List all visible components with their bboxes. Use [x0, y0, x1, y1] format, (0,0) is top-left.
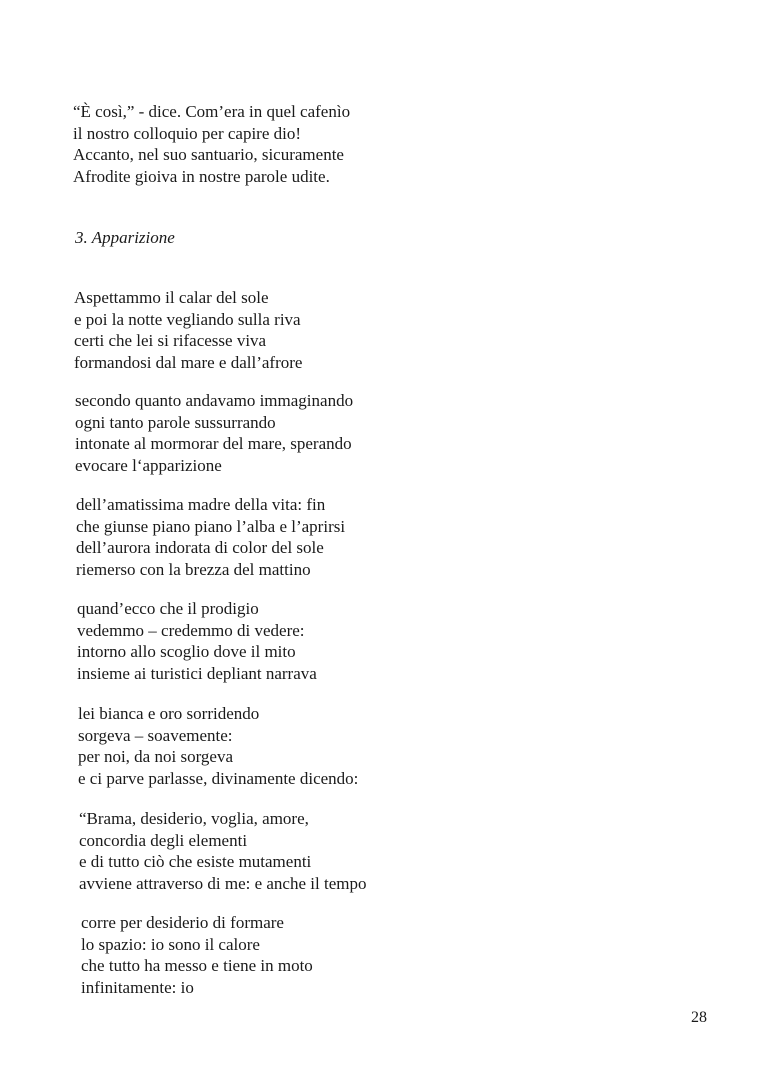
- poem-line: che tutto ha messo e tiene in moto: [81, 956, 313, 975]
- poem-line: “È così,” - dice. Com’era in quel cafenìo: [73, 102, 351, 121]
- poem-line: dell’amatissima madre della vita: fin: [76, 495, 326, 514]
- stanza-7: [79, 808, 366, 894]
- stanza-4: [76, 494, 345, 580]
- poem-line: vedemmo – credemmo di vedere:: [77, 620, 305, 640]
- poem-line: evocare l‘apparizione: [75, 455, 222, 475]
- stanza-8: [81, 912, 313, 998]
- poem-line: lo spazio: io sono il calore: [81, 934, 260, 954]
- stanza-3: [75, 390, 353, 476]
- poem-line: quand’ecco che il prodigio: [77, 599, 259, 618]
- poem-line: e di tutto ciò che esiste mutamenti: [79, 852, 312, 871]
- poem-line: Afrodite gioiva in nostre parole udite.: [73, 166, 330, 186]
- poem-line: e poi la notte vegliando sulla riva: [74, 309, 301, 329]
- poem-line: formandosi dal mare e dall’afrore: [74, 352, 303, 372]
- poem-line: avviene attraverso di me: e anche il tempo: [79, 873, 367, 893]
- poem-line: secondo quanto andavamo immaginando: [75, 391, 354, 410]
- section-heading: 3. Apparizione: [75, 228, 175, 247]
- poem-line: concordia degli elementi: [79, 830, 248, 850]
- poem-line: intorno allo scoglio dove il mito: [77, 642, 296, 661]
- stanza-6: [78, 703, 358, 789]
- poem-line: il nostro colloquio per capire dio!: [73, 123, 302, 143]
- poem-line: certi che lei si rifacesse viva: [74, 331, 267, 350]
- page-number: 28: [691, 1009, 707, 1026]
- poem-line: Aspettammo il calar del sole: [74, 288, 269, 307]
- poem-line: e ci parve parlasse, divinamente dicendo:: [78, 768, 359, 788]
- poem-line: riemerso con la brezza del mattino: [76, 559, 311, 579]
- poem-line: “Brama, desiderio, voglia, amore,: [79, 809, 309, 828]
- poem-line: insieme ai turistici depliant narrava: [77, 663, 317, 683]
- poem-line: ogni tanto parole sussurrando: [75, 412, 276, 432]
- poem-line: Accanto, nel suo santuario, sicuramente: [73, 145, 344, 164]
- poem-line: intonate al mormorar del mare, sperando: [75, 434, 352, 453]
- stanza-5: [77, 598, 317, 684]
- poem-line: che giunse piano piano l’alba e l’aprirsi: [76, 516, 346, 536]
- stanza-1: [73, 101, 350, 187]
- poem-line: per noi, da noi sorgeva: [78, 747, 234, 766]
- poem-line: sorgeva – soavemente:: [78, 725, 233, 745]
- poem-line: dell’aurora indorata di color del sole: [76, 538, 324, 557]
- poem-line: corre per desiderio di formare: [81, 913, 284, 932]
- stanza-2: [74, 287, 302, 373]
- poem-line: infinitamente: io: [81, 977, 194, 997]
- poem-line: lei bianca e oro sorridendo: [78, 704, 260, 723]
